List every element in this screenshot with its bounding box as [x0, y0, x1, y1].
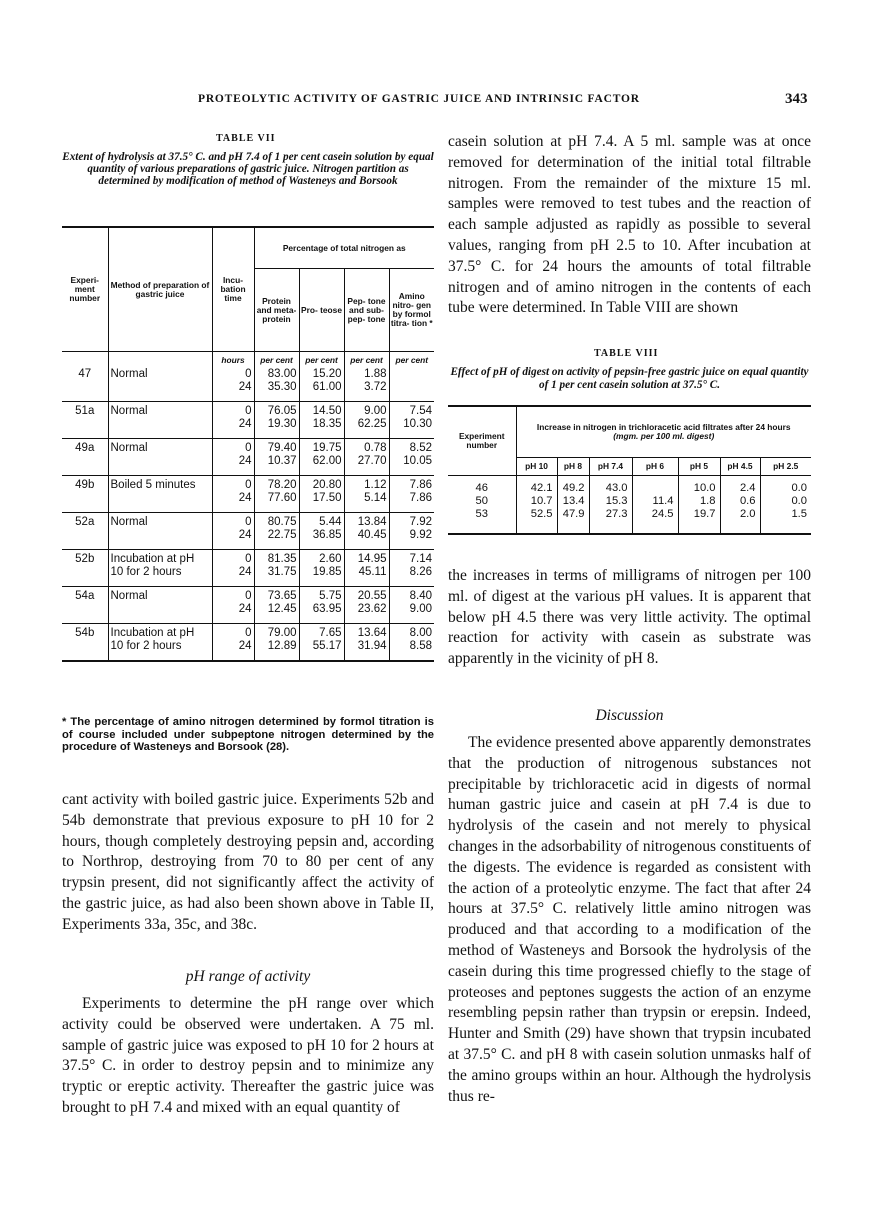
- section-heading-discussion: Discussion: [595, 707, 664, 724]
- cell-value: 8.26: [409, 566, 432, 578]
- t8-col-ph: pH 8: [557, 458, 589, 476]
- cell-peptone: [344, 512, 389, 549]
- col-method: Method of preparation of gastric juice: [108, 227, 212, 352]
- table-row: [62, 438, 434, 475]
- cell-value: Normal: [110, 367, 148, 380]
- t8-col-ph: pH 5: [678, 458, 720, 476]
- cell-proteose: [299, 623, 344, 661]
- cell-experiment: [62, 549, 108, 586]
- cell-time: [212, 623, 254, 661]
- cell-method: [108, 438, 212, 475]
- cell-value: 78.20: [267, 478, 297, 491]
- cell-amino: [389, 438, 434, 475]
- cell-value: 55.17: [312, 640, 342, 652]
- table-row: [62, 368, 434, 402]
- t8-col-ph: pH 4.5: [720, 458, 760, 476]
- cell-protein: [254, 401, 299, 438]
- cell-value: 0: [245, 367, 252, 380]
- cell-value: 19.30: [267, 418, 297, 430]
- cell-amino: [389, 368, 434, 402]
- cell-amino: [389, 512, 434, 549]
- cell-value: 79.00: [267, 626, 297, 639]
- cell-value: 80.75: [267, 515, 297, 528]
- cell-value: 10.0: [678, 476, 720, 496]
- table-row: [448, 508, 811, 534]
- cell-value: 47.9: [557, 508, 589, 534]
- cell-value: 8.58: [409, 640, 432, 652]
- cell-experiment: 46: [448, 476, 516, 496]
- cell-value: 10.30: [403, 418, 432, 430]
- table-row: [448, 495, 811, 508]
- t8-col-ph: pH 6: [632, 458, 678, 476]
- cell-value: 0: [245, 404, 252, 417]
- cell-proteose: [299, 368, 344, 402]
- col-group-percentage: Percentage of total nitrogen as: [254, 227, 434, 269]
- t8-col-experiment: Experiment number: [448, 406, 516, 476]
- cell-value: 52.5: [516, 508, 557, 534]
- cell-value: 76.05: [267, 404, 297, 417]
- cell-experiment: [62, 438, 108, 475]
- cell-time: [212, 586, 254, 623]
- cell-experiment: [62, 512, 108, 549]
- cell-value: 15.3: [589, 495, 632, 508]
- cell-value: 7.86: [409, 492, 432, 504]
- cell-peptone: [344, 438, 389, 475]
- unit-percent: per cent: [395, 355, 429, 365]
- cell-value: 9.92: [409, 529, 432, 541]
- cell-value: 12.89: [267, 640, 297, 652]
- cell-value: 13.84: [357, 515, 387, 528]
- cell-peptone: [344, 623, 389, 661]
- cell-amino: [389, 549, 434, 586]
- table8: [448, 405, 811, 535]
- right-paragraph-3: The evidence presented above apparently demonstrates that the production of nitrogenous substances not precipitable by trichloracetic acid in digests of normal human gastric juice and casein at pH 7.4 is due to hydrolysis of the casein and not merely to physical changes in the adsorbability of nitrogenous constituents of the digests. The evidence is regarded as consistent with the action of a proteolytic enzyme. The fact that after 24 hours at 37.5° C. relatively little amino nitrogen was produced and that according to a modification of the method of Wasteneys and Borsook the hydrolysis of the casein during this time progressed chiefly to the stage of proteoses and peptones suggests the action of an enzyme resembling pepsin rather than trypsin or erepsin. Indeed, Hunter and Smith (29) have shown that trypsin incubated at 37.5° C. and pH 8 with casein solution unmasks half of the amino groups within an hour. Although the hydrolysis thus re-: [448, 734, 811, 1105]
- unit-hours: hours: [212, 352, 254, 368]
- cell-value: 83.00: [267, 367, 297, 380]
- cell-value: 49b: [75, 478, 95, 491]
- cell-value: 24: [238, 455, 252, 467]
- cell-value: 47: [78, 367, 92, 380]
- cell-value: 10.37: [267, 455, 297, 467]
- cell-amino: [389, 401, 434, 438]
- cell-amino: [389, 586, 434, 623]
- cell-proteose: [299, 438, 344, 475]
- right-paragraph-1: casein solution at pH 7.4. A 5 ml. sample was at once removed for determination of the initial total filtrable nitrogen. From the remainder of the mixture 15 ml. samples were removed to test tubes and the reaction of each sample adjusted as rapidly as possible to several values, ranging from pH 2.5 to 10. After incubation at 37.5° C. for 24 hours the amounts of total filtrable nitrogen and of amino nitrogen in the contents of each tube were determined. In Table VIII are shown: [448, 133, 811, 317]
- section-heading-ph-range: pH range of activity: [185, 968, 311, 985]
- cell-value: 7.86: [409, 478, 432, 491]
- cell-value: 24.5: [632, 508, 678, 534]
- cell-value: 43.0: [589, 476, 632, 496]
- table-row: [448, 476, 811, 496]
- t8-group-line1: Increase in nitrogen in trichloracetic acid filtrates after 24 hours: [536, 422, 791, 432]
- running-title: PROTEOLYTIC ACTIVITY OF GASTRIC JUICE AND INTRINSIC FACTOR: [198, 93, 640, 105]
- cell-value: 52b: [75, 552, 95, 565]
- cell-value: 14.50: [312, 404, 342, 417]
- page-number: 343: [785, 91, 808, 107]
- cell-value: 2.60: [319, 552, 342, 565]
- cell-value: 5.44: [319, 515, 342, 528]
- cell-method: [108, 512, 212, 549]
- cell-value: Incubation at pH 10 for 2 hours: [110, 626, 195, 652]
- t8-col-ph: pH 7.4: [589, 458, 632, 476]
- cell-value: 42.1: [516, 476, 557, 496]
- cell-method: [108, 475, 212, 512]
- cell-value: Normal: [110, 589, 148, 602]
- cell-value: 24: [238, 566, 252, 578]
- cell-amino: [389, 475, 434, 512]
- cell-method: [108, 623, 212, 661]
- cell-value: 14.95: [357, 552, 387, 565]
- table8-caption: Effect of pH of digest on activity of pepsin-free gastric juice on equal quantity of 1 per cent casein solution at 37.5° C.: [450, 366, 809, 391]
- cell-value: Normal: [110, 404, 148, 417]
- cell-experiment: [62, 401, 108, 438]
- table-row: [62, 623, 434, 661]
- cell-time: [212, 549, 254, 586]
- cell-value: 73.65: [267, 589, 297, 602]
- cell-value: 20.55: [357, 589, 387, 602]
- cell-protein: [254, 549, 299, 586]
- cell-value: 54a: [75, 589, 95, 602]
- cell-value: 15.20: [312, 367, 342, 380]
- col-proteose: Pro- teose: [299, 269, 344, 352]
- cell-value: 7.54: [409, 404, 432, 417]
- cell-value: 27.70: [357, 455, 387, 467]
- unit-percent: per cent: [254, 352, 299, 368]
- cell-value: 62.00: [312, 455, 342, 467]
- cell-value: 51a: [75, 404, 95, 417]
- cell-value: 0: [245, 478, 252, 491]
- cell-value: Boiled 5 minutes: [110, 478, 196, 491]
- cell-proteose: [299, 586, 344, 623]
- cell-value: 0.0: [791, 495, 807, 507]
- cell-value: Normal: [110, 441, 148, 454]
- cell-value: 19.85: [312, 566, 342, 578]
- cell-method: [108, 586, 212, 623]
- cell-value: 1.12: [364, 478, 387, 491]
- cell-value: 52a: [75, 515, 95, 528]
- right-paragraph-2: the increases in terms of milligrams of nitrogen per 100 ml. of digest at the various pH values. It is apparent that below pH 4.5 there was very little activity. The optimal reaction for activity with casein as substrate was apparently in the vicinity of pH 8.: [448, 567, 811, 668]
- cell-value: 81.35: [267, 552, 297, 565]
- cell-time: [212, 401, 254, 438]
- left-paragraph-1: cant activity with boiled gastric juice. Experiments 52b and 54b demonstrate that previous exposure to pH 10 for 2 hours, though completely destroying pepsin and, according to Northrop, destroying from 70 to 80 per cent of any trypsin present, did not significantly affect the activity of the gastric juice, as had also been shown above in Table II, Experiments 33a, 35c, and 38c.: [62, 791, 434, 933]
- col-experiment: Experi- ment number: [62, 227, 108, 352]
- cell-value: 10.7: [516, 495, 557, 508]
- cell-value: 5.14: [364, 492, 387, 504]
- table-row: [62, 586, 434, 623]
- cell-value: 24: [238, 603, 252, 615]
- cell-value: 22.75: [267, 529, 297, 541]
- cell-value: Incubation at pH 10 for 2 hours: [110, 552, 195, 578]
- cell-value: 24: [238, 381, 252, 393]
- cell-value: 63.95: [312, 603, 342, 615]
- cell-value: 24: [238, 529, 252, 541]
- cell-value: 49.2: [557, 476, 589, 496]
- cell-value: 0.0: [791, 482, 807, 494]
- cell-value: 0: [245, 441, 252, 454]
- cell-peptone: [344, 549, 389, 586]
- table7-caption: Extent of hydrolysis at 37.5° C. and pH 7.4 of 1 per cent casein solution by equal quantity of various preparations of gastric juice. Nitrogen partition as determined by modification of method of Wasteneys and Borsook: [62, 151, 434, 187]
- col-protein: Protein and meta- protein: [254, 269, 299, 352]
- cell-experiment: [62, 475, 108, 512]
- t8-group-line2: (mgm. per 100 ml. digest): [613, 431, 715, 441]
- cell-protein: [254, 623, 299, 661]
- cell-value: 2.0: [720, 508, 760, 534]
- cell-value: 10.05: [403, 455, 432, 467]
- unit-percent: per cent: [344, 352, 389, 368]
- cell-value: 1.5: [791, 508, 807, 520]
- table-row: [62, 475, 434, 512]
- table7-footnote: * The percentage of amino nitrogen determined by formol titration is of course included under subpeptone nitrogen determined by the procedure of Wasteneys and Borsook (28).: [62, 716, 434, 753]
- cell-value: 3.72: [364, 381, 387, 393]
- cell-experiment: [62, 368, 108, 402]
- cell-value: 24: [238, 492, 252, 504]
- t8-col-ph: pH 10: [516, 458, 557, 476]
- cell-value: 36.85: [312, 529, 342, 541]
- cell-protein: [254, 512, 299, 549]
- cell-method: [108, 368, 212, 402]
- cell-value: 1.8: [678, 495, 720, 508]
- cell-time: [212, 368, 254, 402]
- cell-value: 5.75: [319, 589, 342, 602]
- table-row: [62, 512, 434, 549]
- unit-percent: per cent: [299, 352, 344, 368]
- cell-value: 24: [238, 418, 252, 430]
- cell-time: [212, 512, 254, 549]
- table8-title: TABLE VIII: [594, 348, 659, 359]
- cell-value: 40.45: [357, 529, 387, 541]
- cell-protein: [254, 438, 299, 475]
- cell-value: 1.88: [364, 367, 387, 380]
- cell-value: 18.35: [312, 418, 342, 430]
- cell-peptone: [344, 586, 389, 623]
- cell-experiment: [62, 586, 108, 623]
- cell-peptone: [344, 368, 389, 402]
- cell-value: 45.11: [358, 566, 387, 578]
- cell-value: 13.64: [357, 626, 387, 639]
- cell-value: 79.40: [267, 441, 297, 454]
- cell-method: [108, 401, 212, 438]
- units-row: [62, 352, 434, 368]
- cell-value: 77.60: [267, 492, 297, 504]
- cell-experiment: 53: [448, 508, 516, 534]
- table-row: [62, 549, 434, 586]
- cell-value: 27.3: [589, 508, 632, 534]
- cell-protein: [254, 586, 299, 623]
- t8-col-ph: pH 2.5: [760, 458, 811, 476]
- cell-proteose: [299, 401, 344, 438]
- cell-value: 54b: [75, 626, 95, 639]
- cell-value: 7.92: [409, 515, 432, 528]
- cell-value: 7.14: [409, 552, 432, 565]
- cell-value: 0: [245, 626, 252, 639]
- cell-value: 9.00: [409, 603, 432, 615]
- cell-proteose: [299, 549, 344, 586]
- cell-method: [108, 549, 212, 586]
- cell-value: 11.4: [632, 495, 678, 508]
- cell-protein: [254, 475, 299, 512]
- cell-value: 9.00: [364, 404, 387, 417]
- table-row: [62, 401, 434, 438]
- cell-value: Normal: [110, 515, 148, 528]
- left-paragraph-2: Experiments to determine the pH range over which activity could be observed were undertaken. A 75 ml. sample of gastric juice was exposed to pH 10 for 2 hours at 37.5° C. in order to destroy pepsin and to minimize any tryptic or ereptic activity. Thereafter the gastric juice was brought to pH 7.4 and mixed with an equal quantity of: [62, 995, 434, 1116]
- cell-value: 20.80: [312, 478, 342, 491]
- cell-value: 24: [238, 640, 252, 652]
- cell-value: 7.65: [319, 626, 342, 639]
- t8-col-group: [516, 406, 811, 458]
- table7: [62, 226, 434, 662]
- cell-time: [212, 475, 254, 512]
- cell-value: 2.4: [720, 476, 760, 496]
- cell-value: 0.78: [364, 441, 387, 454]
- cell-time: [212, 438, 254, 475]
- cell-experiment: 50: [448, 495, 516, 508]
- cell-value: 13.4: [557, 495, 589, 508]
- cell-amino: [389, 623, 434, 661]
- cell-value: 61.00: [312, 381, 342, 393]
- cell-value: 49a: [75, 441, 95, 454]
- col-time: Incu- bation time: [212, 227, 254, 352]
- cell-value: [632, 476, 678, 496]
- table7-title: TABLE VII: [216, 133, 276, 144]
- cell-value: 31.75: [267, 566, 297, 578]
- cell-value: 17.50: [312, 492, 342, 504]
- col-amino: Amino nitro- gen by formol titra- tion *: [389, 269, 434, 352]
- cell-value: 8.00: [409, 626, 432, 639]
- cell-protein: [254, 368, 299, 402]
- cell-value: 8.52: [409, 441, 432, 454]
- cell-experiment: [62, 623, 108, 661]
- cell-peptone: [344, 475, 389, 512]
- cell-value: 35.30: [267, 381, 297, 393]
- cell-value: 23.62: [357, 603, 387, 615]
- cell-value: 19.7: [678, 508, 720, 534]
- cell-value: 62.25: [357, 418, 387, 430]
- cell-value: 8.40: [409, 589, 432, 602]
- cell-value: 0: [245, 515, 252, 528]
- cell-value: 19.75: [312, 441, 342, 454]
- cell-value: 12.45: [267, 603, 297, 615]
- cell-value: 0.6: [720, 495, 760, 508]
- cell-proteose: [299, 475, 344, 512]
- cell-value: 0: [245, 552, 252, 565]
- col-peptone: Pep- tone and sub- pep- tone: [344, 269, 389, 352]
- cell-proteose: [299, 512, 344, 549]
- cell-value: 31.94: [357, 640, 387, 652]
- cell-value: 0: [245, 589, 252, 602]
- cell-peptone: [344, 401, 389, 438]
